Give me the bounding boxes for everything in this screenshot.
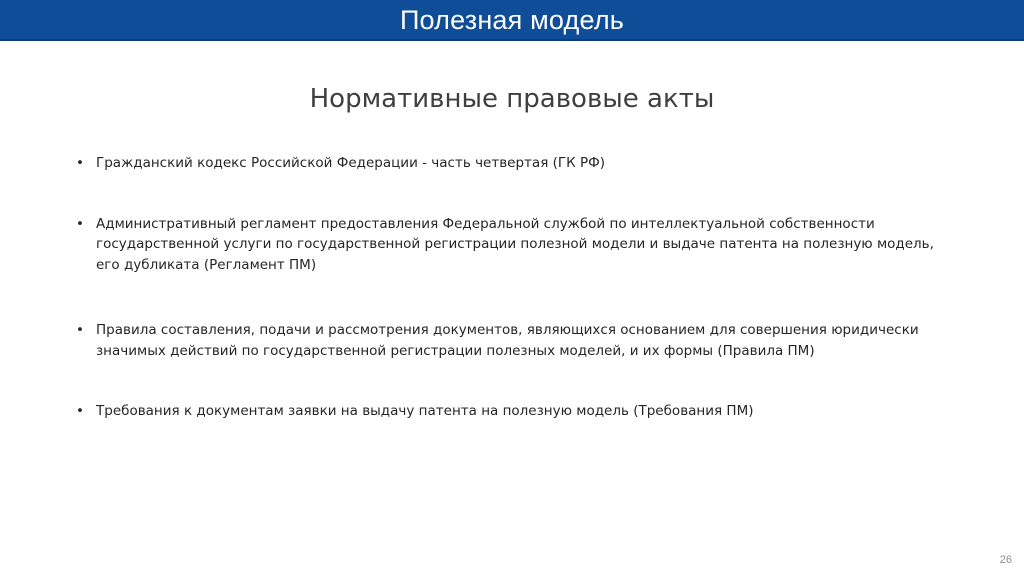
bullet-icon: •: [76, 403, 84, 419]
page-number: 26: [999, 554, 1012, 566]
list-item: [72, 320, 952, 361]
bullet-text: Требования к документам заявки на выдачу патента на полезную модель (Требования ПМ): [96, 403, 754, 419]
page-title: Нормативные правовые акты: [309, 84, 715, 114]
list-item: [72, 214, 952, 276]
bullet-text: Правила составления, подачи и рассмотрения документов, являющихся основанием для совершения юридически значимых действий по государственной регистрации полезных моделей, и их формы (Правила ПМ): [96, 322, 919, 359]
header-bar: [0, 0, 1024, 41]
list-item: [72, 153, 952, 174]
bullet-icon: •: [76, 215, 84, 232]
slide-title: Полезная модель: [399, 5, 625, 35]
bullet-text: Гражданский кодекс Российской Федерации - часть четвертая (ГК РФ): [96, 155, 606, 171]
bullet-text: Административный регламент предоставления Федеральной службой по интеллектуальной собственности государственной услуги по государственной регистрации полезной модели и выдаче патента на полезную модель, его дубликата (Регламент ПМ): [96, 215, 934, 273]
bullet-list: [72, 153, 952, 422]
bullet-icon: •: [76, 155, 84, 171]
list-item: [72, 401, 952, 422]
bullet-icon: •: [76, 322, 84, 338]
